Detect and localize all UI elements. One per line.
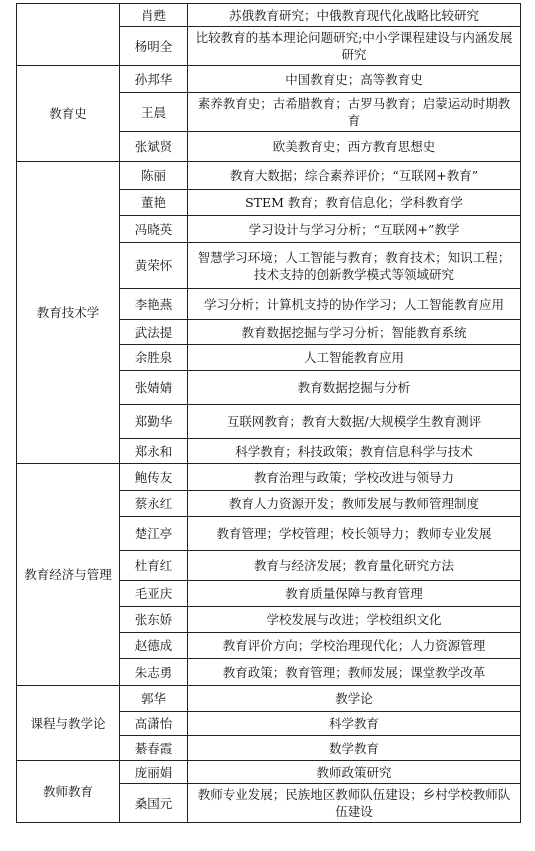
research-field-cell: 教育质量保障与教育管理 — [188, 581, 521, 607]
name-cell: 蔡永红 — [120, 491, 188, 517]
research-field-cell: 教育数据挖掘与分析 — [188, 371, 521, 405]
category-cell: 课程与教学论 — [17, 686, 120, 761]
name-cell: 张斌贤 — [120, 132, 188, 162]
category-cell — [17, 4, 120, 66]
research-field-cell: 学校发展与改进；学校组织文化 — [188, 607, 521, 633]
research-field-cell: 比较教育的基本理论问题研究;中小学课程建设与内涵发展研究 — [188, 27, 521, 66]
research-field-cell: 教育大数据；综合素养评价；“互联网+教育” — [188, 162, 521, 190]
research-field-cell: 教学论 — [188, 686, 521, 712]
research-field-cell: 素养教育史；古希腊教育；古罗马教育；启蒙运动时期教育 — [188, 93, 521, 132]
name-cell: 郭华 — [120, 686, 188, 712]
name-cell: 黄荣怀 — [120, 243, 188, 289]
table-row — [17, 761, 521, 784]
table-row — [17, 686, 521, 712]
category-cell: 教育史 — [17, 66, 120, 162]
table-row — [17, 162, 521, 190]
name-cell: 余胜泉 — [120, 345, 188, 371]
research-field-cell: 教育评价方向；学校治理现代化；人力资源管理 — [188, 633, 521, 659]
research-field-cell: 学习设计与学习分析；“互联网+”教学 — [188, 216, 521, 243]
name-cell: 张婧婧 — [120, 371, 188, 405]
name-cell: 董艳 — [120, 190, 188, 216]
category-cell: 教育经济与管理 — [17, 464, 120, 686]
research-field-cell: 科学教育 — [188, 712, 521, 736]
name-cell: 李艳燕 — [120, 289, 188, 320]
research-field-cell: STEM 教育；教育信息化；学科教育学 — [188, 190, 521, 216]
name-cell: 冯晓英 — [120, 216, 188, 243]
research-field-cell: 科学教育；科技政策；教育信息科学与技术 — [188, 439, 521, 464]
name-cell: 綦春霞 — [120, 736, 188, 761]
name-cell: 孙邦华 — [120, 66, 188, 93]
name-cell: 毛亚庆 — [120, 581, 188, 607]
name-cell: 郑永和 — [120, 439, 188, 464]
name-cell: 赵德成 — [120, 633, 188, 659]
name-cell: 武法提 — [120, 320, 188, 345]
name-cell: 朱志勇 — [120, 659, 188, 686]
research-field-cell: 人工智能教育应用 — [188, 345, 521, 371]
research-field-cell: 智慧学习环境；人工智能与教育；教育技术；知识工程；技术支持的创新教学模式等领域研究 — [188, 243, 521, 289]
research-field-cell: 苏俄教育研究；中俄教育现代化战略比较研究 — [188, 4, 521, 27]
research-field-cell: 互联网教育；教育大数据/大规模学生教育测评 — [188, 405, 521, 439]
research-field-cell: 教育治理与政策；学校改进与领导力 — [188, 464, 521, 491]
name-cell: 陈丽 — [120, 162, 188, 190]
research-field-cell: 数学教育 — [188, 736, 521, 761]
table-row — [17, 66, 521, 93]
research-field-cell: 欧美教育史；西方教育思想史 — [188, 132, 521, 162]
name-cell: 杨明全 — [120, 27, 188, 66]
table-row — [17, 4, 521, 27]
research-field-cell: 教师专业发展；民族地区教师队伍建设；乡村学校教师队伍建设 — [188, 784, 521, 823]
research-field-cell: 教育与经济发展；教育量化研究方法 — [188, 551, 521, 581]
research-field-cell: 教育数据挖掘与学习分析；智能教育系统 — [188, 320, 521, 345]
research-field-cell: 教育政策；教育管理；教师发展；课堂教学改革 — [188, 659, 521, 686]
table-body — [17, 4, 521, 823]
research-field-cell: 教育人力资源开发；教师发展与教师管理制度 — [188, 491, 521, 517]
category-cell: 教师教育 — [17, 761, 120, 823]
name-cell: 楚江亭 — [120, 517, 188, 551]
name-cell: 桑国元 — [120, 784, 188, 823]
name-cell: 高潇怡 — [120, 712, 188, 736]
research-field-cell: 教育管理；学校管理；校长领导力；教师专业发展 — [188, 517, 521, 551]
name-cell: 杜育红 — [120, 551, 188, 581]
name-cell: 王晨 — [120, 93, 188, 132]
name-cell: 郑勤华 — [120, 405, 188, 439]
name-cell: 张东娇 — [120, 607, 188, 633]
category-cell: 教育技术学 — [17, 162, 120, 464]
name-cell: 肖甦 — [120, 4, 188, 27]
name-cell: 庞丽娟 — [120, 761, 188, 784]
research-field-cell: 教师政策研究 — [188, 761, 521, 784]
research-field-cell: 中国教育史；高等教育史 — [188, 66, 521, 93]
research-field-cell: 学习分析；计算机支持的协作学习；人工智能教育应用 — [188, 289, 521, 320]
faculty-research-table — [16, 3, 521, 823]
name-cell: 鲍传友 — [120, 464, 188, 491]
table-row — [17, 464, 521, 491]
